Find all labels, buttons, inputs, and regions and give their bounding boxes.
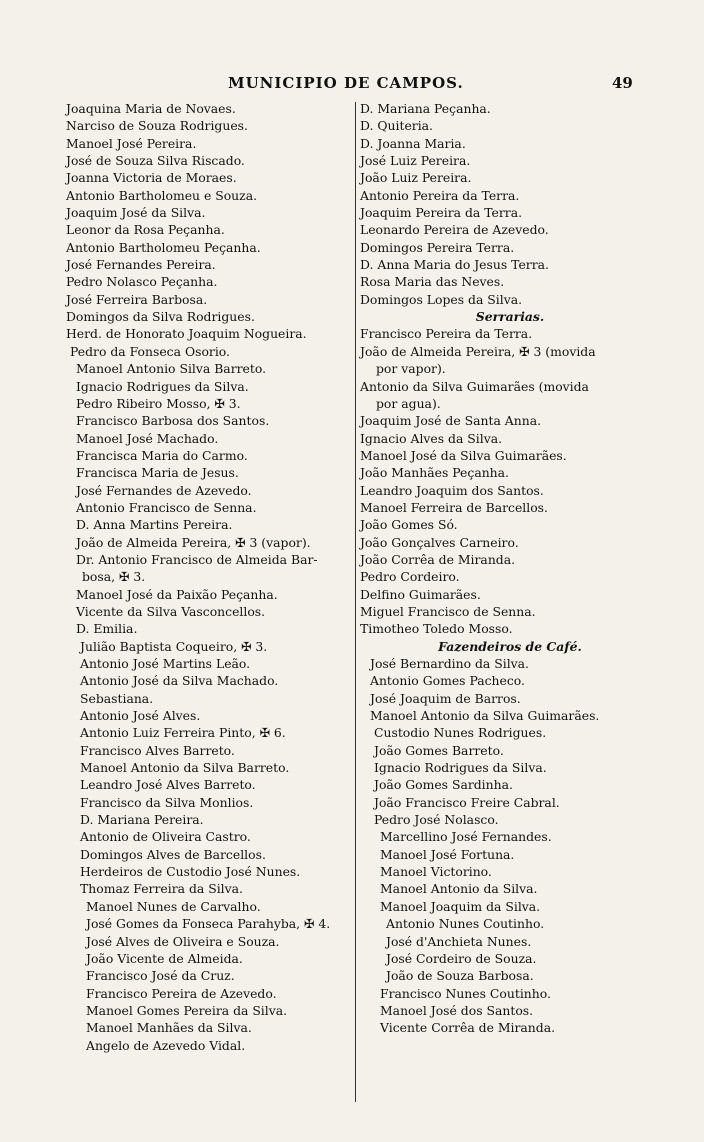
list-item: Pedro Ribeiro Mosso, ✠ 3. <box>76 395 241 411</box>
list-item: João Vicente de Almeida. <box>86 950 243 966</box>
list-item: Francisco Nunes Coutinho. <box>380 985 551 1001</box>
page-header <box>0 70 704 98</box>
list-item: Leandro Joaquim dos Santos. <box>360 482 544 498</box>
page-number: 49 <box>612 74 633 92</box>
list-item: José Gomes da Fonseca Parahyba, ✠ 4. <box>86 916 331 932</box>
list-item: José Cordeiro de Souza. <box>386 950 537 966</box>
list-item: Domingos Alves de Barcellos. <box>80 846 266 862</box>
list-item: Manoel José Fortuna. <box>380 846 515 862</box>
list-item: D. Anna Martins Pereira. <box>76 517 233 533</box>
list-item: Ignacio Alves da Silva. <box>360 430 503 446</box>
page-title: MUNICIPIO DE CAMPOS. <box>228 74 464 92</box>
list-item: Custodio Nunes Rodrigues. <box>374 725 547 741</box>
list-item: Francisco Pereira de Azevedo. <box>86 985 277 1001</box>
list-item: Sebastiana. <box>80 690 154 706</box>
list-item: D. Joanna Maria. <box>360 135 466 151</box>
list-item: Manoel Nunes de Carvalho. <box>86 898 261 914</box>
list-item: João Francisco Freire Cabral. <box>374 794 560 810</box>
list-item: Delfino Guimarães. <box>360 586 481 602</box>
column-divider <box>355 102 356 1102</box>
list-item: João Gomes Barreto. <box>374 742 504 758</box>
list-item: Manoel Ferreira de Barcellos. <box>360 499 548 515</box>
list-item: Antonio Bartholomeu e Souza. <box>66 187 258 203</box>
left-column <box>66 100 354 1054</box>
list-item: Joaquina Maria de Novaes. <box>66 101 236 116</box>
list-item: Manoel José Machado. <box>76 430 219 446</box>
list-item: José Luiz Pereira. <box>360 153 471 169</box>
list-item: Manoel Victorino. <box>380 864 492 880</box>
list-item: José Alves de Oliveira e Souza. <box>86 933 280 949</box>
list-item: Manoel Manhães da Silva. <box>86 1020 252 1036</box>
list-item: Domingos da Silva Rodrigues. <box>66 309 255 325</box>
list-item: Manoel José Pereira. <box>66 135 197 151</box>
list-item: Vicente da Silva Vasconcellos. <box>76 603 266 619</box>
list-item: D. Emilia. <box>76 621 138 637</box>
list-item: Antonio José Alves. <box>80 708 201 724</box>
section-heading: Fazendeiros de Café. <box>438 638 582 654</box>
list-item: Pedro José Nolasco. <box>374 812 499 828</box>
list-item: Antonio José da Silva Machado. <box>80 673 279 689</box>
list-item: D. Mariana Pereira. <box>80 812 204 828</box>
list-item: João de Almeida Pereira, ✠ 3 (movida <box>360 343 596 359</box>
list-item: Francisco Pereira da Terra. <box>360 326 533 342</box>
list-item: Domingos Pereira Terra. <box>360 239 515 255</box>
list-item: Marcellino José Fernandes. <box>380 829 552 845</box>
list-item: Domingos Lopes da Silva. <box>360 291 523 307</box>
right-column <box>360 100 660 1037</box>
list-item: João Gomes Só. <box>360 517 458 533</box>
list-item: Pedro Cordeiro. <box>360 569 460 585</box>
list-item: Rosa Maria das Neves. <box>360 274 505 290</box>
list-item: Francisca Maria do Carmo. <box>76 447 248 463</box>
list-item: D. Mariana Peçanha. <box>360 101 491 116</box>
list-item: Herd. de Honorato Joaquim Nogueira. <box>66 326 307 342</box>
list-item: João Luiz Pereira. <box>360 170 472 186</box>
section-heading: Serrarias. <box>475 309 545 325</box>
list-item: João Manhães Peçanha. <box>360 465 509 481</box>
list-item: Joaquim José da Silva. <box>66 205 206 221</box>
list-item: José Bernardino da Silva. <box>370 656 529 671</box>
list-item: Pedro Nolasco Peçanha. <box>66 274 218 290</box>
list-item: João de Souza Barbosa. <box>386 968 534 984</box>
list-item: D. Anna Maria do Jesus Terra. <box>360 257 549 273</box>
list-item: João Corrêa de Miranda. <box>360 551 516 567</box>
list-item: Antonio da Silva Guimarães (movida <box>360 378 589 394</box>
list-item: José Fernandes Pereira. <box>66 257 216 273</box>
list-item: Francisco José da Cruz. <box>86 968 235 984</box>
list-item: João de Almeida Pereira, ✠ 3 (vapor). <box>76 534 311 550</box>
list-item: bosa, ✠ 3. <box>82 569 146 585</box>
list-item: Pedro da Fonseca Osorio. <box>70 343 230 359</box>
list-item: D. Quiteria. <box>360 118 433 134</box>
list-item: Herdeiros de Custodio José Nunes. <box>80 864 301 880</box>
list-item: Timotheo Toledo Mosso. <box>360 621 513 637</box>
list-item: Antonio Bartholomeu Peçanha. <box>66 239 261 255</box>
list-item: Antonio Gomes Pacheco. <box>370 673 525 689</box>
list-item: Manoel Antonio Silva Barreto. <box>76 361 267 377</box>
list-item: Thomaz Ferreira da Silva. <box>80 881 243 897</box>
list-item: Joaquim Pereira da Terra. <box>360 205 523 221</box>
list-item: José d'Anchieta Nunes. <box>386 933 532 949</box>
list-item: Manoel José dos Santos. <box>380 1002 534 1018</box>
list-item: Narciso de Souza Rodrigues. <box>66 118 248 134</box>
list-item: Vicente Corrêa de Miranda. <box>380 1020 556 1036</box>
list-item: Manoel Antonio da Silva. <box>380 881 538 897</box>
list-item: Antonio José Martins Leão. <box>80 656 251 671</box>
list-item: José de Souza Silva Riscado. <box>66 153 245 169</box>
list-item: José Ferreira Barbosa. <box>66 291 208 307</box>
list-item: Ignacio Rodrigues da Silva. <box>374 760 547 776</box>
list-item: Antonio Pereira da Terra. <box>360 187 520 203</box>
list-item: José Fernandes de Azevedo. <box>76 482 252 498</box>
list-item: Ignacio Rodrigues da Silva. <box>76 378 249 394</box>
list-item: Manoel José da Silva Guimarães. <box>360 447 567 463</box>
list-item: Joanna Victoria de Moraes. <box>66 170 237 186</box>
list-item: João Gonçalves Carneiro. <box>360 534 519 550</box>
list-item: Leonor da Rosa Peçanha. <box>66 222 225 238</box>
list-item: Leonardo Pereira de Azevedo. <box>360 222 549 238</box>
list-item: por vapor). <box>376 361 446 377</box>
list-item: Antonio Nunes Coutinho. <box>386 916 545 932</box>
list-item: Francisco Barbosa dos Santos. <box>76 413 270 429</box>
list-item: Dr. Antonio Francisco de Almeida Bar- <box>76 551 318 567</box>
list-item: Angelo de Azevedo Vidal. <box>86 1037 246 1053</box>
list-item: Manoel Gomes Pereira da Silva. <box>86 1002 288 1018</box>
list-item: por agua). <box>376 395 441 411</box>
list-item: Leandro José Alves Barreto. <box>80 777 256 793</box>
list-item: João Gomes Sardinha. <box>374 777 513 793</box>
list-item: Antonio de Oliveira Castro. <box>80 829 251 845</box>
list-item: Antonio Luiz Ferreira Pinto, ✠ 6. <box>80 725 286 741</box>
list-item: Joaquim José de Santa Anna. <box>360 413 542 429</box>
list-item: Manoel Joaquim da Silva. <box>380 898 541 914</box>
list-item: Julião Baptista Coqueiro, ✠ 3. <box>80 638 268 654</box>
list-item: Francisca Maria de Jesus. <box>76 465 239 481</box>
list-item: Miguel Francisco de Senna. <box>360 603 536 619</box>
list-item: José Joaquim de Barros. <box>370 690 521 706</box>
list-item: Manoel Antonio da Silva Guimarães. <box>370 708 600 724</box>
list-item: Antonio Francisco de Senna. <box>76 499 257 515</box>
list-item: Francisco da Silva Monlios. <box>80 794 254 810</box>
list-item: Manoel Antonio da Silva Barreto. <box>80 760 290 776</box>
list-item: Francisco Alves Barreto. <box>80 742 235 758</box>
list-item: Manoel José da Paixão Peçanha. <box>76 586 278 602</box>
